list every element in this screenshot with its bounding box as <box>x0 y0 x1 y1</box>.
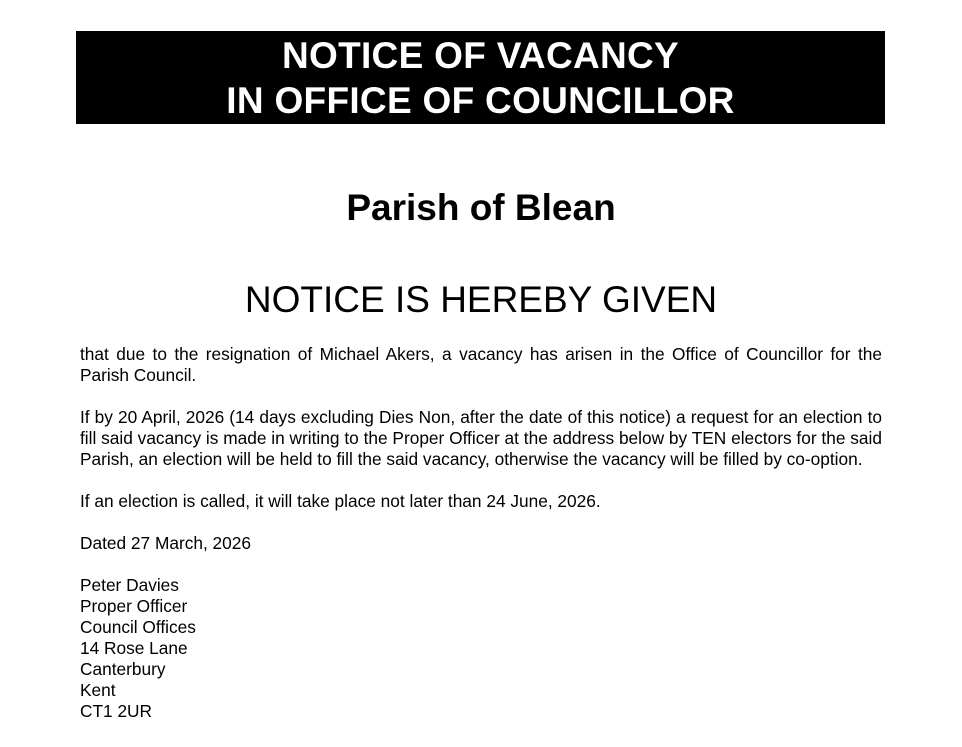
notice-heading: NOTICE IS HEREBY GIVEN <box>244 279 718 320</box>
signatory-title: Proper Officer <box>80 596 188 616</box>
paragraph-election-date: If an election is called, it will take place not later than 24 June, 2026. <box>80 491 601 511</box>
address-line: Canterbury <box>80 659 166 679</box>
notice-body <box>80 344 882 722</box>
address-line: 14 Rose Lane <box>80 638 188 658</box>
banner-line-2: IN OFFICE OF COUNCILLOR <box>226 79 735 121</box>
address-line: Council Offices <box>80 617 196 637</box>
parish-title: Parish of Blean <box>346 187 616 228</box>
signatory-name: Peter Davies <box>80 575 179 595</box>
paragraph-resignation: that due to the resignation of Michael Akers, a vacancy has arisen in the Office of Councillor for the Parish Council. <box>80 344 882 385</box>
banner-line-1: NOTICE OF VACANCY <box>281 34 680 76</box>
address-line: Kent <box>80 680 116 700</box>
notice-banner <box>76 31 885 124</box>
signature-block <box>80 575 882 722</box>
paragraph-election-request: If by 20 April, 2026 (14 days excluding Dies Non, after the date of this notice) a request for an election to fill said vacancy is made in writing to the Proper Officer at the address below by TEN electors for the said Parish, an election will be held to fill the said vacancy, otherwise the vacancy will be filled by co-option. <box>80 407 882 469</box>
paragraph-dated: Dated 27 March, 2026 <box>80 533 251 553</box>
address-postcode: CT1 2UR <box>80 701 153 721</box>
